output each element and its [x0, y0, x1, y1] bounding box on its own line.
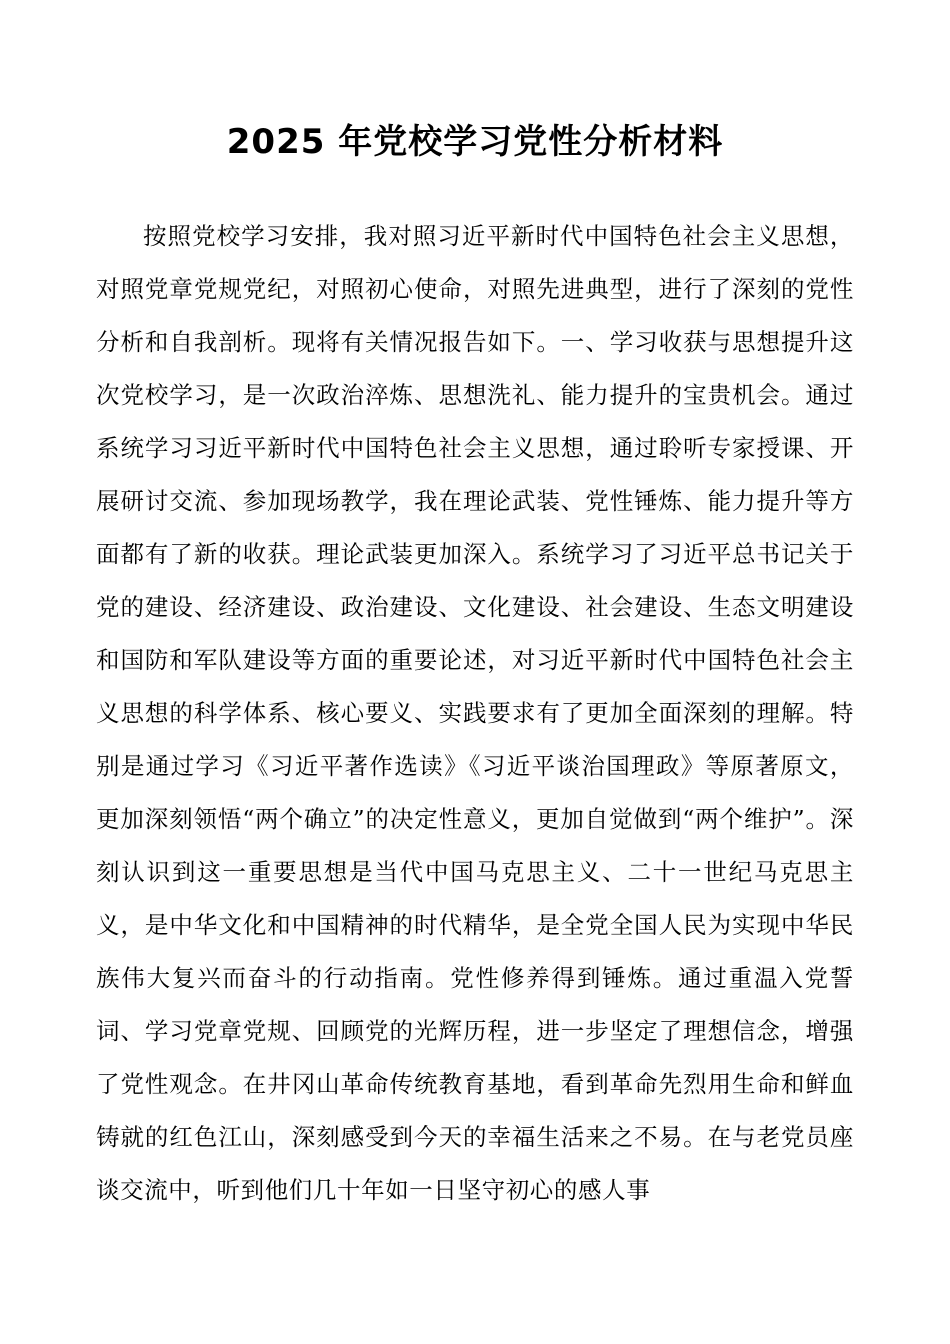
document-body — [96, 210, 854, 1217]
body-paragraph: 按照党校学习安排，我对照习近平新时代中国特色社会主义思想，对照党章党规党纪，对照初心使命，对照先进典型，进行了深刻的党性分析和自我剖析。现将有关情况报告如下。一、学习收获与思想提升这次党校学习，是一次政治淬炼、思想洗礼、能力提升的宝贵机会。通过系统学习习近平新时代中国特色社会主义思想，通过聆听专家授课、开展研讨交流、参加现场教学，我在理论武装、党性锤炼、能力提升等方面都有了新的收获。理论武装更加深入。系统学习了习近平总书记关于党的建设、经济建设、政治建设、文化建设、社会建设、生态文明建设和国防和军队建设等方面的重要论述，对习近平新时代中国特色社会主义思想的科学体系、核心要义、实践要求有了更加全面深刻的理解。特别是通过学习《习近平著作选读》《习近平谈治国理政》等原著原文，更加深刻领悟“两个确立”的决定性意义，更加自觉做到“两个维护”。深刻认识到这一重要思想是当代中国马克思主义、二十一世纪马克思主义，是中华文化和中国精神的时代精华，是全党全国人民为实现中华民族伟大复兴而奋斗的行动指南。党性修养得到锤炼。通过重温入党誓词、学习党章党规、回顾党的光辉历程，进一步坚定了理想信念，增强了党性观念。在井冈山革命传统教育基地，看到革命先烈用生命和鲜血铸就的红色江山，深刻感受到今天的幸福生活来之不易。在与老党员座谈交流中，听到他们几十年如一日坚守初心的感人事 — [96, 222, 854, 1204]
page-title: 2025 年党校学习党性分析材料 — [226, 122, 724, 162]
